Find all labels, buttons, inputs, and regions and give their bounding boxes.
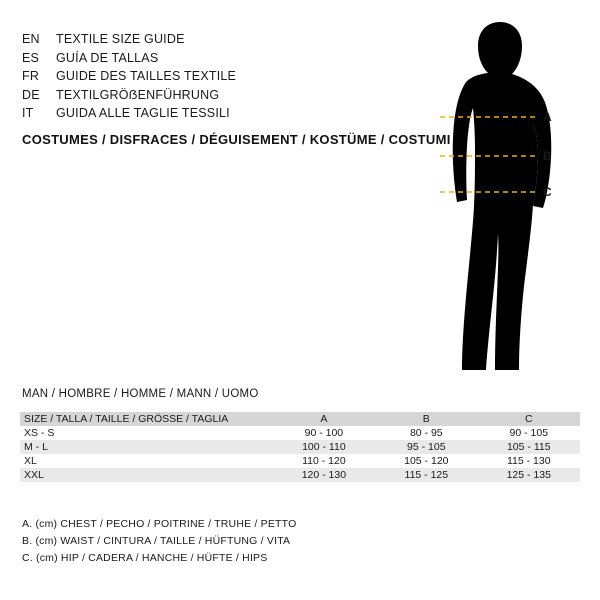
cell-chest: 90 - 100 [304,427,344,439]
cell-size: XL [24,455,37,467]
cell-chest: 100 - 110 [302,441,346,453]
measure-label-c: C [543,185,552,199]
language-row [22,104,352,123]
language-row [22,30,352,49]
language-code: IT [22,106,34,120]
language-list [22,30,352,123]
cell-chest: 110 - 120 [302,455,346,467]
table-header-row [20,412,580,426]
language-text: TEXTILGRÖẞENFÜHRUNG [56,87,220,102]
table-row [20,468,580,482]
table-section-title: MAN / HOMBRE / HOMME / MANN / UOMO [22,388,259,400]
cell-waist: 115 - 125 [404,469,449,481]
table-row [20,440,580,454]
language-code: DE [22,87,40,102]
language-code: EN [22,32,40,46]
cell-hip: 105 - 115 [506,441,551,453]
measure-label-b: B [543,149,552,163]
cell-chest: 120 - 130 [301,469,347,481]
costumes-title: COSTUMES / DISFRACES / DÉGUISEMENT / KOSTÜME / COSTUMI [22,132,451,147]
header-cell-a: A [320,413,328,425]
header-cell-b: B [422,413,430,425]
cell-size: XS - S [24,427,55,439]
male-silhouette-icon [400,18,590,378]
note-chest: A. (cm) CHEST / PECHO / POITRINE / TRUHE / PETTO [22,518,297,530]
language-code: FR [22,69,40,83]
language-row [22,49,352,68]
cell-waist: 105 - 120 [404,455,449,467]
table-row [20,454,580,468]
language-row [22,86,352,105]
language-code: ES [22,50,40,65]
cell-waist: 95 - 105 [407,441,446,453]
measurement-notes [22,516,442,567]
language-text: GUIDE DES TAILLES TEXTILE [56,69,237,83]
language-text: GUIDA ALLE TAGLIE TESSILI [56,106,230,120]
table-head [20,412,580,426]
cell-waist: 80 - 95 [409,427,443,439]
cell-hip: 90 - 105 [509,427,549,439]
language-row [22,67,352,86]
size-table [20,412,580,482]
table-row [20,426,580,440]
note-hip: C. (cm) HIP / CADERA / HANCHE / HÜFTE / HIPS [22,552,268,564]
table-body [20,426,580,482]
cell-hip: 125 - 135 [506,469,551,481]
cell-size: M - L [24,441,48,453]
note-waist: B. (cm) WAIST / CINTURA / TAILLE / HÜFTUNG / VITA [22,535,291,547]
measure-label-a: A [543,110,552,124]
body-figure [400,18,590,378]
header-cell-size: SIZE / TALLA / TAILLE / GRÖSSE / TAGLIA [24,413,229,425]
cell-hip: 115 - 130 [506,455,551,467]
language-text: GUÍA DE TALLAS [56,50,159,65]
language-text: TEXTILE SIZE GUIDE [56,32,185,46]
header-cell-c: C [524,413,533,425]
cell-size: XXL [24,469,44,481]
